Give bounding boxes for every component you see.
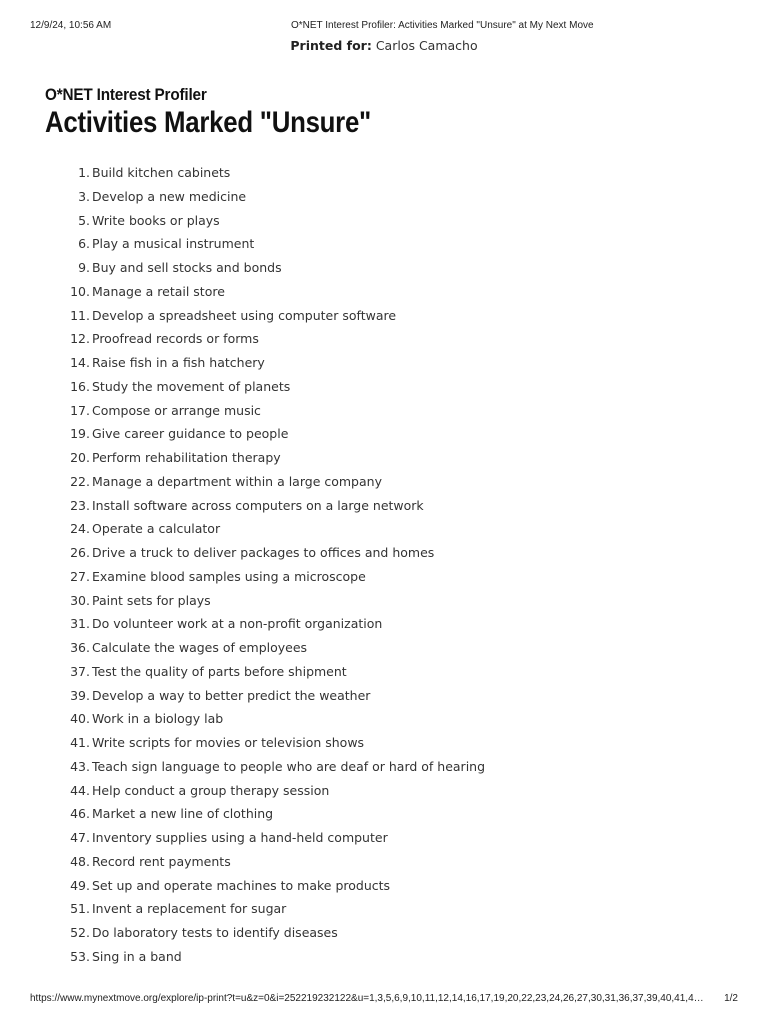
activity-item: [0, 470, 768, 494]
activity-number: 17.: [70, 402, 90, 418]
activity-text: Raise fish in a fish hatchery: [92, 355, 265, 370]
activity-text: Market a new line of clothing: [92, 806, 274, 822]
activity-list: [0, 161, 768, 969]
activity-text: Install software across computers on a large network: [92, 497, 424, 513]
activity-text: Set up and operate machines to make products: [92, 877, 391, 893]
print-header: [0, 17, 768, 33]
activity-item: [0, 304, 768, 328]
activity-number: 3.: [78, 188, 90, 204]
activity-number: 23.: [70, 497, 90, 513]
activity-number: 43.: [70, 758, 90, 774]
activity-number: 46.: [70, 806, 90, 822]
activity-number: 40.: [70, 711, 90, 727]
activity-item: [0, 945, 768, 969]
activity-text: Write scripts for movies or television shows: [92, 735, 365, 750]
activity-item: [0, 802, 768, 826]
activity-number: 49.: [70, 877, 90, 893]
activity-text: Build kitchen cabinets: [92, 165, 231, 180]
activity-item: [0, 232, 768, 256]
activity-text: Sing in a band: [92, 948, 182, 964]
activity-text: Examine blood samples using a microscope: [92, 568, 366, 584]
page-count: 1/2: [724, 993, 738, 1004]
activity-number: 53.: [70, 948, 90, 964]
activity-number: 12.: [70, 331, 90, 347]
activity-number: 19.: [70, 426, 90, 442]
activity-item: [0, 494, 768, 518]
activity-item: [0, 327, 768, 351]
activity-number: 24.: [70, 521, 90, 537]
activity-text: Do laboratory tests to identify diseases: [92, 925, 338, 940]
activity-text: Develop a new medicine: [92, 188, 247, 204]
activity-number: 47.: [70, 830, 90, 845]
activity-text: Study the movement of planets: [92, 378, 291, 394]
print-page-title: O*NET Interest Profiler: Activities Marked "Unsure" at My Next Move: [291, 20, 594, 31]
activity-text: Operate a calculator: [92, 521, 221, 537]
activity-item: [0, 565, 768, 589]
activity-item: [0, 897, 768, 921]
activity-text: Work in a biology lab: [92, 711, 224, 727]
activity-item: [0, 779, 768, 803]
activity-item: [0, 636, 768, 660]
activity-item: [0, 280, 768, 304]
activity-number: 1.: [78, 165, 90, 180]
activity-text: Play a musical instrument: [92, 236, 255, 252]
activity-text: Give career guidance to people: [92, 426, 289, 442]
activity-number: 44.: [70, 782, 90, 798]
print-footer: [0, 992, 768, 1008]
activity-number: 37.: [70, 663, 90, 679]
activity-text: Develop a way to better predict the weather: [92, 687, 371, 703]
activity-item: [0, 375, 768, 399]
activity-item: [0, 422, 768, 446]
activity-number: 27.: [70, 568, 90, 584]
activity-item: [0, 684, 768, 708]
activity-number: 36.: [70, 640, 90, 655]
activity-number: 14.: [70, 355, 90, 370]
activity-number: 6.: [78, 236, 90, 252]
activity-item: [0, 589, 768, 613]
activity-text: Perform rehabilitation therapy: [92, 450, 281, 465]
activity-text: Inventory supplies using a hand-held computer: [92, 830, 388, 845]
activity-number: 20.: [70, 450, 90, 465]
print-url: https://www.mynextmove.org/explore/ip-print?t=u&z=0&i=252219232122&u=1,3,5,6,9,10,11,12,14,16,17,19,20,22,23,24,26,27,30,31,36,37,39,40,41,4…: [30, 993, 704, 1004]
activity-text: Calculate the wages of employees: [92, 640, 308, 655]
activity-item: [0, 874, 768, 898]
activity-item: [0, 660, 768, 684]
printed-for-name: Carlos Camacho: [375, 38, 478, 53]
activity-item: [0, 612, 768, 636]
activity-item: [0, 826, 768, 850]
activity-text: Buy and sell stocks and bonds: [92, 260, 282, 275]
printed-for: [0, 38, 768, 53]
activity-text: Invent a replacement for sugar: [92, 901, 287, 917]
activity-text: Test the quality of parts before shipment: [92, 663, 347, 679]
activity-number: 26.: [70, 545, 90, 560]
activity-text: Teach sign language to people who are deaf or hard of hearing: [92, 758, 486, 774]
activity-number: 30.: [70, 592, 90, 608]
activity-item: [0, 161, 768, 185]
activity-item: [0, 185, 768, 209]
activity-number: 5.: [78, 212, 90, 228]
activity-text: Develop a spreadsheet using computer software: [92, 307, 397, 323]
activity-text: Manage a retail store: [92, 283, 225, 299]
activity-item: [0, 850, 768, 874]
activity-number: 31.: [70, 616, 90, 632]
activity-text: Record rent payments: [92, 853, 231, 869]
activity-number: 41.: [70, 735, 90, 750]
activity-text: Write books or plays: [92, 212, 220, 228]
activity-number: 11.: [70, 307, 90, 323]
activity-item: [0, 209, 768, 233]
activity-text: Drive a truck to deliver packages to offices and homes: [92, 545, 435, 560]
activity-item: [0, 731, 768, 755]
activity-text: Paint sets for plays: [92, 592, 211, 608]
activity-item: [0, 446, 768, 470]
activity-item: [0, 541, 768, 565]
app-name: O*NET Interest Profiler: [45, 85, 207, 104]
activity-text: Manage a department within a large company: [92, 473, 382, 489]
page-title: Activities Marked "Unsure": [45, 106, 372, 139]
activity-text: Do volunteer work at a non-profit organization: [92, 616, 383, 632]
activity-text: Help conduct a group therapy session: [92, 782, 330, 798]
activity-item: [0, 707, 768, 731]
activity-number: 10.: [70, 283, 90, 299]
activity-item: [0, 921, 768, 945]
print-date: 12/9/24, 10:56 AM: [30, 20, 112, 31]
activity-item: [0, 256, 768, 280]
activity-number: 39.: [70, 687, 90, 703]
activity-item: [0, 399, 768, 423]
activity-number: 9.: [78, 260, 90, 275]
activity-number: 48.: [70, 853, 90, 869]
activity-item: [0, 351, 768, 375]
activity-text: Proofread records or forms: [92, 331, 259, 347]
activity-text: Compose or arrange music: [92, 402, 261, 418]
activity-number: 22.: [70, 473, 90, 489]
activity-number: 51.: [70, 901, 90, 917]
activity-number: 52.: [70, 925, 90, 940]
activity-item: [0, 517, 768, 541]
activity-number: 16.: [70, 378, 90, 394]
activity-item: [0, 755, 768, 779]
printed-for-label: Printed for:: [290, 38, 372, 53]
